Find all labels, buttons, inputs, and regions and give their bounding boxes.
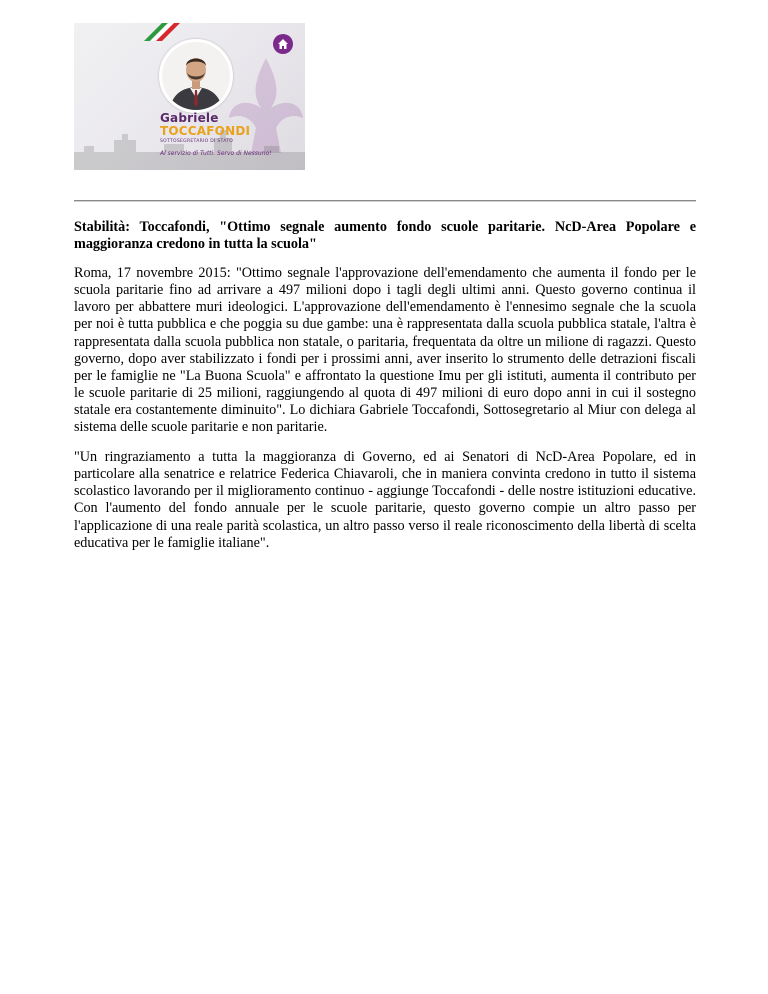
header-banner [74,23,305,170]
person-photo [162,42,230,110]
home-button[interactable] [273,34,293,54]
article-paragraph-2: "Un ringraziamento a tutta la maggioranza di Governo, ed ai Senatori di NcD-Area Popolare, ed in particolare alla senatrice e relatrice Federica Chiavaroli, che in maniera convinta credono in tutto il sistema scolastico lavorando per il miglioramento continuo - aggiunge Toccafondi - delle nostre istituzioni educative. Con l'aumento del fondo annuale per le scuole paritarie, questo governo compie un altro passo per l'applicazione di una reale parità scolastica, un altro passo verso il reale riconoscimento della libertà di scelta educativa per le famiglie italiane". [74,449,696,551]
horizontal-divider [74,200,696,202]
portrait-avatar [159,39,233,113]
home-icon [277,38,289,50]
article [74,219,696,565]
banner-last-name: TOCCAFONDI [160,124,251,138]
banner-motto: Al servizio di Tutti. Servo di Nessuno! [160,150,272,157]
article-paragraph-1: Roma, 17 novembre 2015: "Ottimo segnale l'approvazione dell'emendamento che aumenta il fondo per le scuola paritarie fino ad arrivare a 497 milioni dopo i tagli degli ultimi anni. Questo governo continua il lavoro per abbattere muri ideologici. L'approvazione dell'emendamento è l'ennesimo segnale che la scuola per noi è tutta pubblica e che poggia su due gambe: una è rappresentata dalla scuola pubblica statale, l'altra è rappresentata dalla scuola pubblica non statale, o paritaria, frequentata da oltre un milione di ragazzi. Questo governo, dopo aver stabilizzato i fondi per i prossimi anni, aver inserito lo strumento delle detrazioni fiscali per le famiglie ne "La Buona Scuola" e affrontato la questione Imu per gli istituti, aumenta il contributo per le scuole paritarie di 25 milioni, raggiungendo al quota di 497 milioni di euro dopo anni in cui il sostegno statale era costantemente diminuito". Lo dichiara Gabriele Toccafondi, Sottosegretario al Miur con delega al sistema delle scuole paritarie e non paritarie. [74,265,696,436]
banner-role: SOTTOSEGRETARIO DI STATO [160,139,234,144]
article-title: Stabilità: Toccafondi, "Ottimo segnale aumento fondo scuole paritarie. NcD-Area Popolare e maggioranza credono in tutta la scuola" [74,219,696,253]
banner-first-name: Gabriele [160,111,219,125]
